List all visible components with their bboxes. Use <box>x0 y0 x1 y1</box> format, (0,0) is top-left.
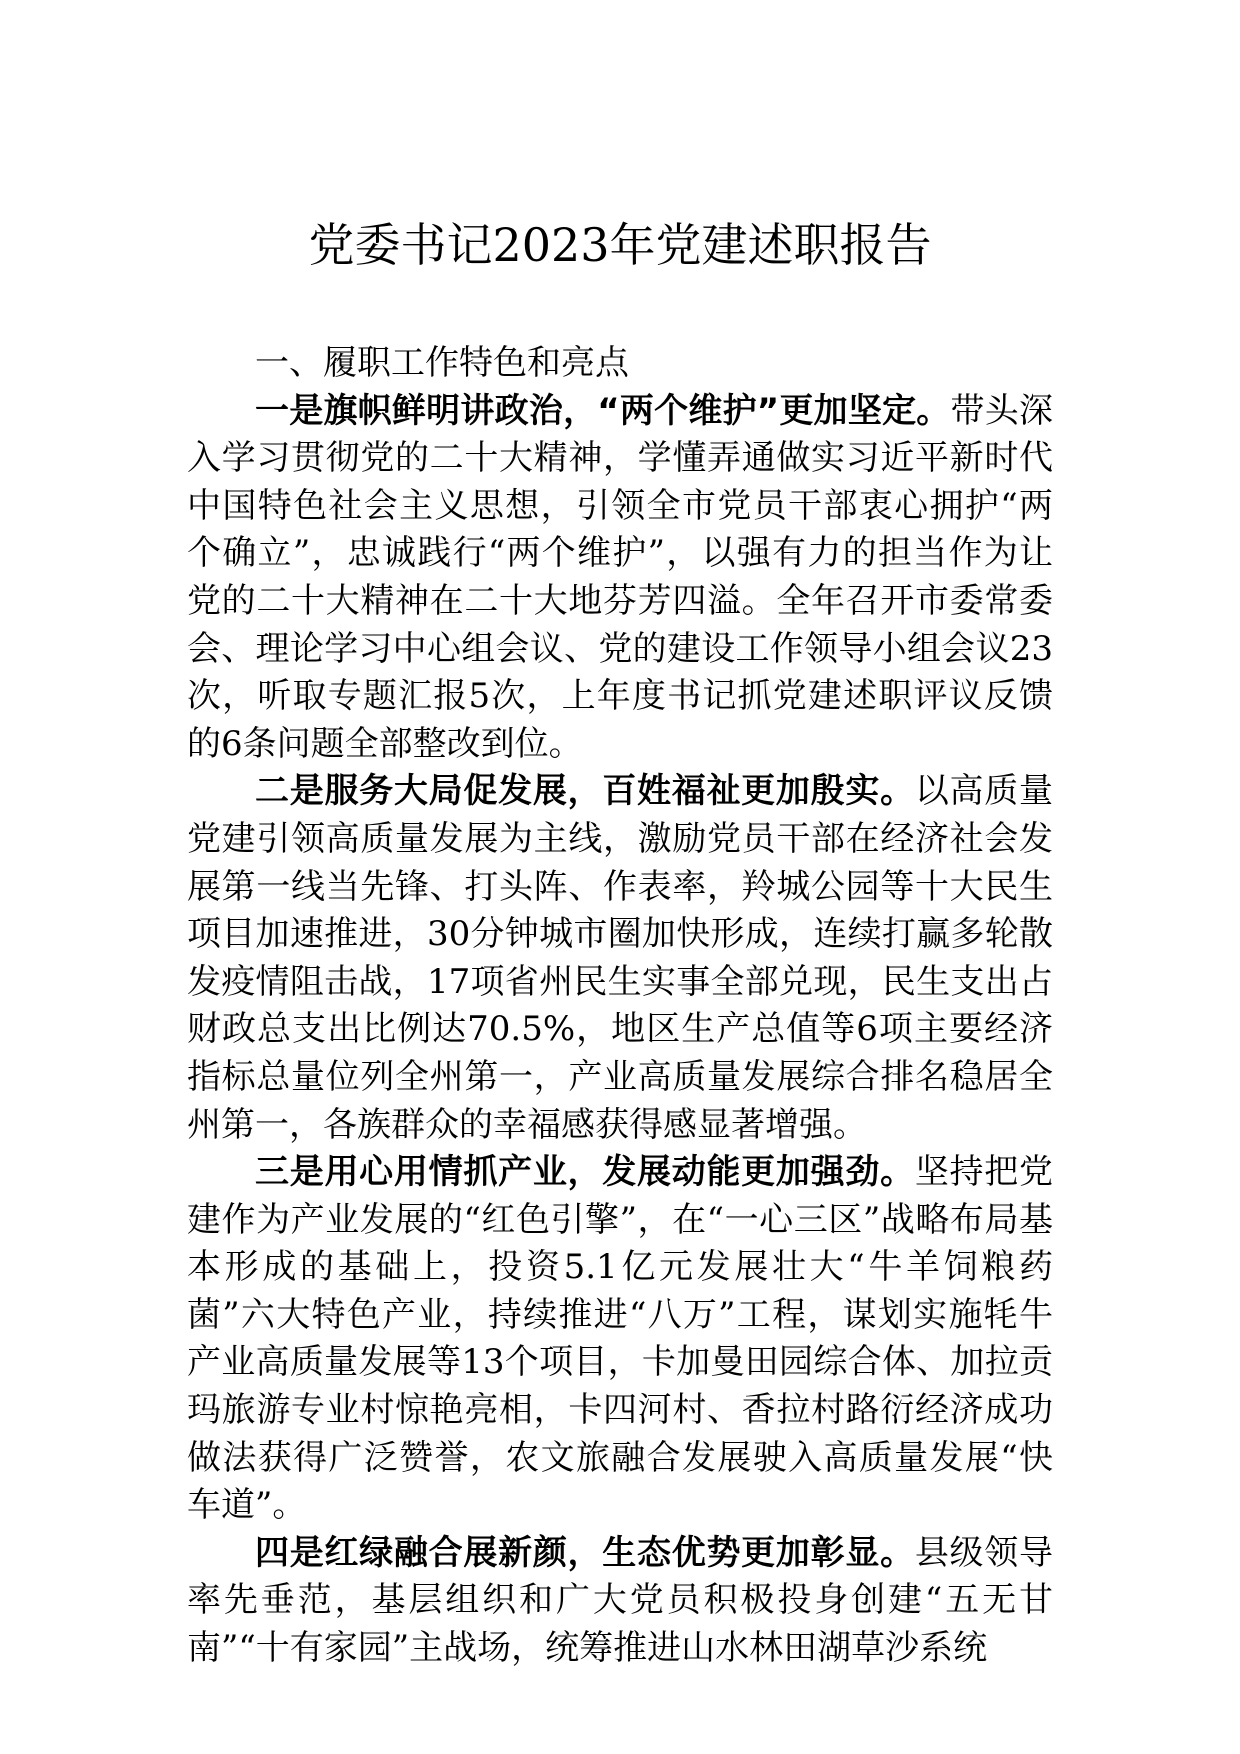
paragraph-4 <box>187 1530 1053 1673</box>
paragraph-1-text: 带头深入学习贯彻党的二十大精神，学懂弄通做实习近平新时代中国特色社会主义思想，引领全市党员干部衷心拥护“两个确立”，忠诚践行“两个维护”，以强有力的担当作为让党的二十大精神在二十大地芬芳四溢。全年召开市委常委会、理论学习中心组会议、党的建设工作领导小组会议23次，听取专题汇报5次，上年度书记抓党建述职评议反馈的6条问题全部整改到位。 <box>187 390 1053 764</box>
paragraph-2-text: 以高质量党建引领高质量发展为主线，激励党员干部在经济社会发展第一线当先锋、打头阵、作表率，羚城公园等十大民生项目加速推进，30分钟城市圈加快形成，连续打赢多轮散发疫情阻击战，17项省州民生实事全部兑现，民生支出占财政总支出比例达70.5%，地区生产总值等6项主要经济指标总量位列全州第一，产业高质量发展综合排名稳居全州第一，各族群众的幸福感获得感显著增强。 <box>187 771 1054 1145</box>
document-title: 党委书记2023年党建述职报告 <box>308 218 932 272</box>
paragraph-2-lead: 二是服务大局促发展，百姓福祉更加殷实。 <box>255 771 915 812</box>
paragraph-1-lead: 一是旗帜鲜明讲政治，“两个维护”更加坚定。 <box>255 390 951 431</box>
paragraph-3-lead: 三是用心用情抓产业，发展动能更加强劲。 <box>255 1152 915 1193</box>
document-body <box>187 340 1053 1673</box>
paragraph-3 <box>187 1149 1053 1530</box>
section-heading: 一、履职工作特色和亮点 <box>255 343 629 383</box>
paragraph-1 <box>187 388 1053 769</box>
paragraph-3-text: 坚持把党建作为产业发展的“红色引擎”，在“一心三区”战略布局基本形成的基础上，投资5.1亿元发展壮大“牛羊饲粮药菌”六大特色产业，持续推进“八万”工程，谋划实施牦牛产业高质量发展等13个项目，卡加曼田园综合体、加拉贡玛旅游专业村惊艳亮相，卡四河村、香拉村路衍经济成功做法获得广泛赞誉，农文旅融合发展驶入高质量发展“快车道”。 <box>187 1152 1054 1526</box>
paragraph-4-lead: 四是红绿融合展新颜，生态优势更加彰显。 <box>255 1532 915 1573</box>
paragraph-2 <box>187 768 1053 1149</box>
paragraph-4-text: 县级领导率先垂范，基层组织和广大党员积极投身创建“五无甘南”“十有家园”主战场，统筹推进山水林田湖草沙系统 <box>187 1532 1054 1669</box>
